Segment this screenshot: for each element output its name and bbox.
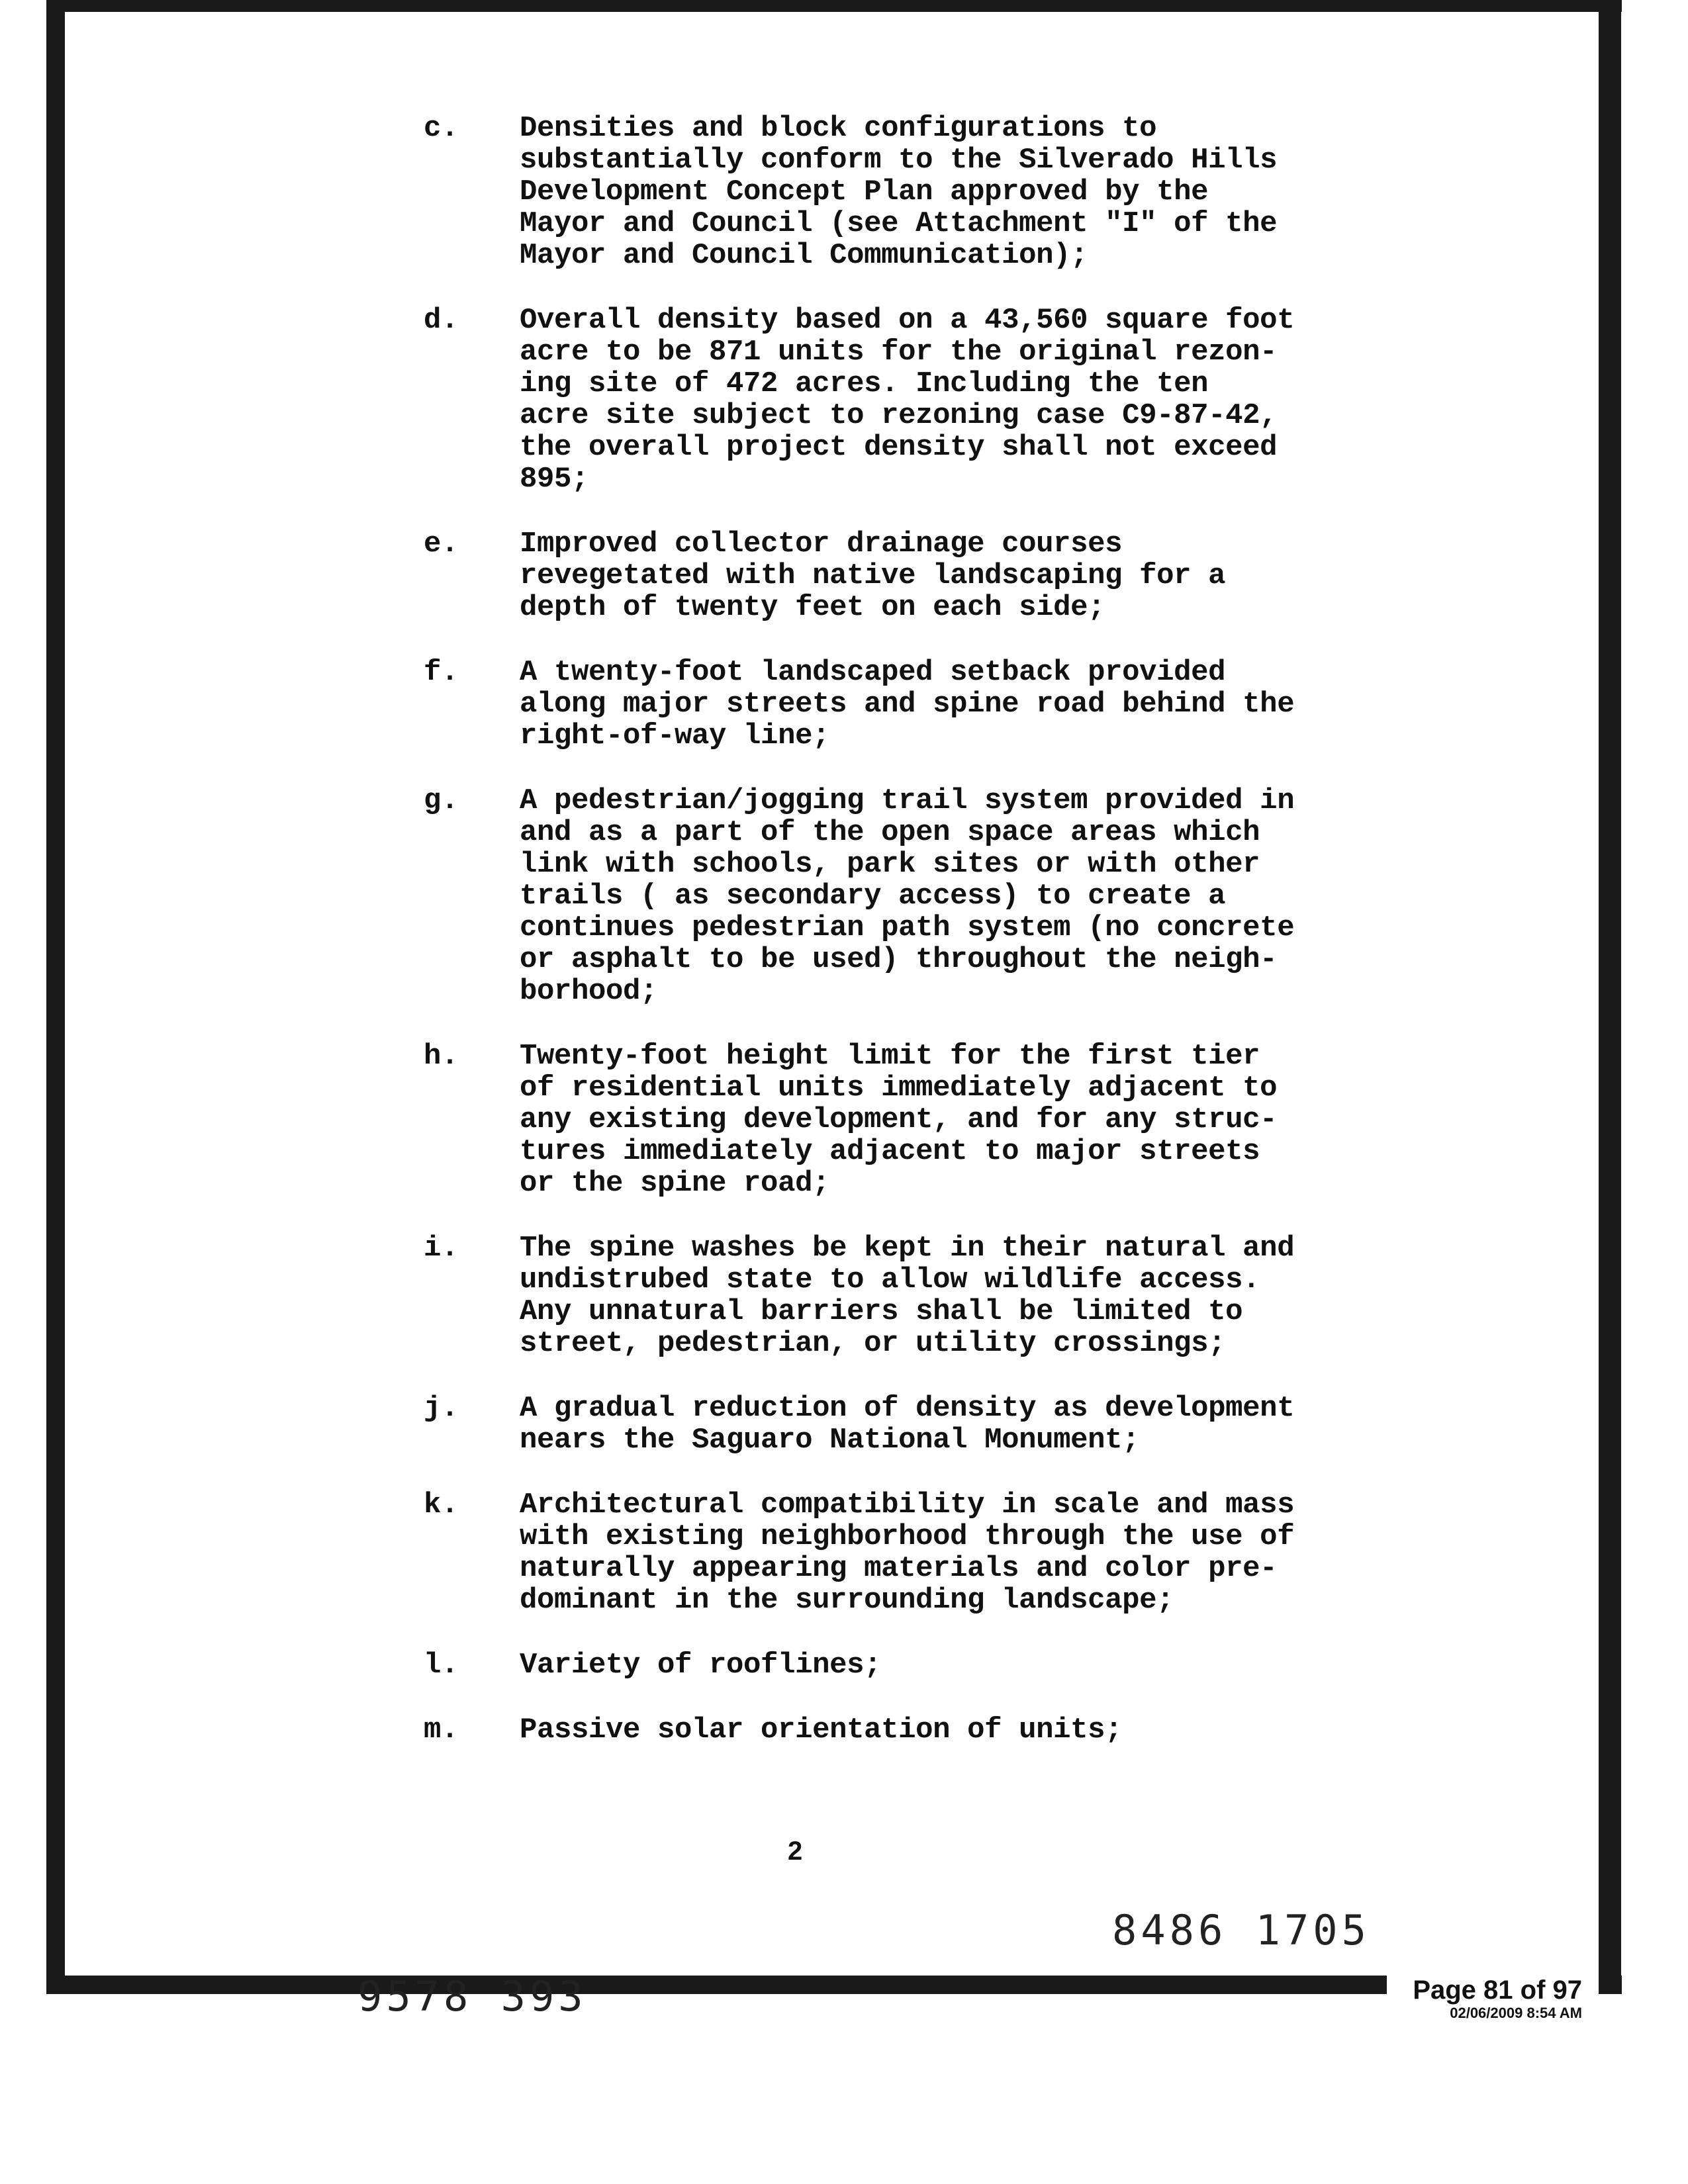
item-text: The spine washes be kept in their natural and undistrubed state to allow wildlife access. Any unnatural barriers shall be limited to street, pedestrian, or utility crossings; xyxy=(520,1232,1295,1360)
scan-border-top xyxy=(46,0,1622,12)
list-item xyxy=(0,785,1688,1007)
page-footer xyxy=(1413,1976,1582,2022)
item-letter: i. xyxy=(424,1232,459,1265)
item-letter: k. xyxy=(424,1488,459,1522)
recording-stamp-right: 8486 1705 xyxy=(1112,1906,1370,1954)
list-item xyxy=(0,1649,1688,1681)
recording-stamp-left: 9578 393 xyxy=(357,1972,587,2021)
item-text: Twenty-foot height limit for the first tier of residential units immediately adjacent to any existing development, and for any struc- tures immediately adjacent to major streets or the spine road; xyxy=(520,1040,1278,1200)
list-item xyxy=(0,1232,1688,1359)
list-item xyxy=(0,657,1688,752)
item-letter: c. xyxy=(424,112,459,145)
list-item xyxy=(0,528,1688,623)
scan-border-bottom xyxy=(46,1976,1622,1994)
list-item xyxy=(0,1040,1688,1199)
item-letter: l. xyxy=(424,1649,459,1682)
item-letter: g. xyxy=(424,784,459,817)
item-text: A twenty-foot landscaped setback provided along major streets and spine road behind the right-of-way line; xyxy=(520,656,1295,752)
item-text: Overall density based on a 43,560 square foot acre to be 871 units for the original rezon- ing site of 472 acres. Including the ten acre site subject to rezoning case C9-87-42, the overall project density shall not exceed 895; xyxy=(520,304,1295,496)
item-text: Densities and block configurations to substantially conform to the Silverado Hills Development Concept Plan approved by the Mayor and Council (see Attachment "I" of the Mayor and Council Communication); xyxy=(520,112,1278,272)
item-letter: f. xyxy=(424,656,459,689)
list-item xyxy=(0,304,1688,495)
page-number: 2 xyxy=(788,1837,803,1866)
item-letter: m. xyxy=(424,1713,459,1747)
item-letter: d. xyxy=(424,304,459,337)
item-text: Architectural compatibility in scale and mass with existing neighborhood through the use of naturally appearing materials and color pre- dominant in the surrounding landscape; xyxy=(520,1488,1295,1617)
item-text: Passive solar orientation of units; xyxy=(520,1713,1123,1747)
item-letter: j. xyxy=(424,1392,459,1425)
page-of-label: Page 81 of 97 xyxy=(1413,1976,1582,2005)
print-timestamp: 02/06/2009 8:54 AM xyxy=(1450,2005,1582,2021)
list-item xyxy=(0,1714,1688,1746)
item-text: A pedestrian/jogging trail system provided in and as a part of the open space areas which link with schools, park sites or with other trails ( as secondary access) to create a continues pedestrian path system (no concrete or asphalt to be used) throughout the neigh- borhood; xyxy=(520,784,1295,1008)
conditions-list xyxy=(0,113,1688,1779)
item-text: Improved collector drainage courses revegetated with native landscaping for a depth of twenty feet on each side; xyxy=(520,527,1226,624)
item-text: A gradual reduction of density as development nears the Saguaro National Monument; xyxy=(520,1392,1295,1457)
list-item xyxy=(0,113,1688,271)
item-letter: e. xyxy=(424,527,459,561)
item-letter: h. xyxy=(424,1040,459,1073)
list-item xyxy=(0,1489,1688,1616)
item-text: Variety of rooflines; xyxy=(520,1649,882,1682)
list-item xyxy=(0,1392,1688,1456)
